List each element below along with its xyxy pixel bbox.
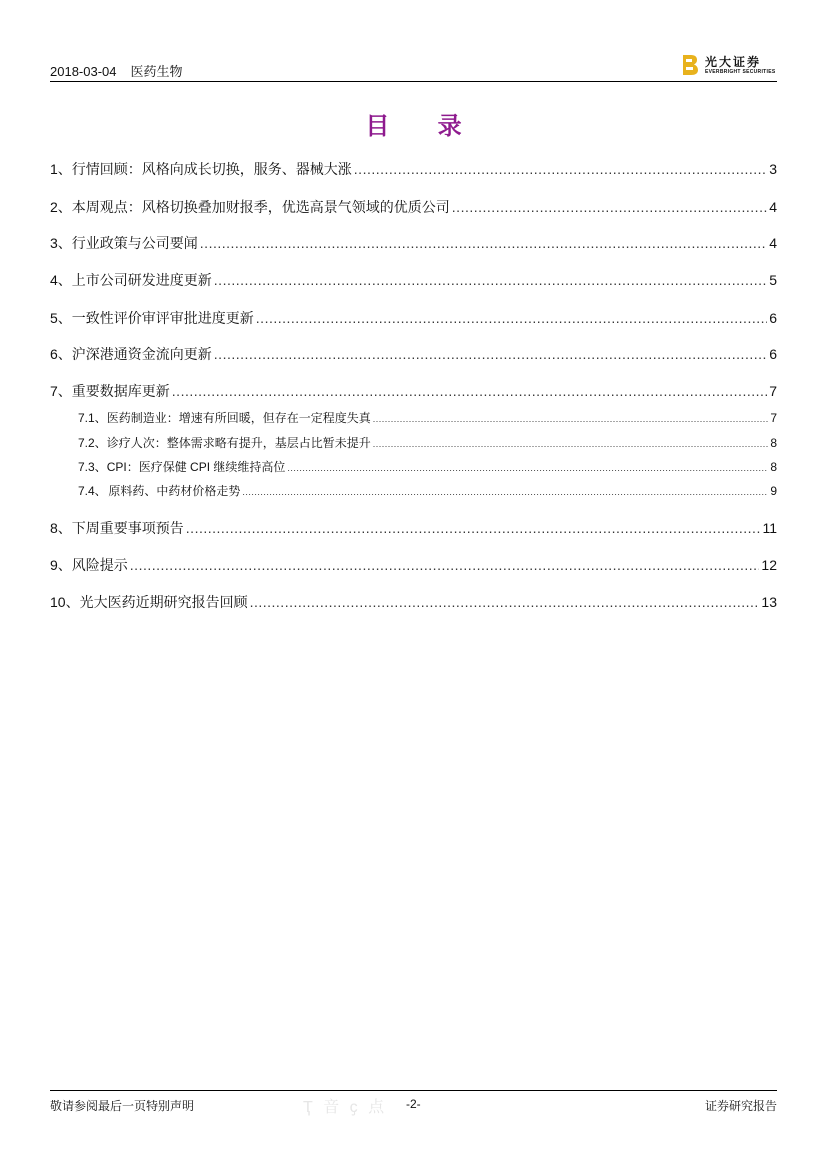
toc-subentry-page: 9 [770,484,777,498]
toc-entry[interactable] [50,197,777,217]
toc-entry-title: 行业政策与公司要闻 [71,235,198,251]
toc-subentry[interactable] [50,482,777,499]
report-date: 2018-03-04 [50,64,117,79]
footer-rule [50,1090,777,1091]
toc-dot-leader [452,199,767,215]
toc-entry-number: 1、 [50,161,72,177]
toc-entry[interactable] [50,381,777,401]
toc-entry[interactable] [50,308,777,328]
toc-entry-page: 11 [762,520,777,536]
toc-entry-page: 4 [769,235,777,251]
toc-entry-title: 本周观点：风格切换叠加财报季，优选高景气领域的优质公司 [71,199,450,215]
toc-entry-number: 10、 [50,594,80,610]
page-footer [50,1090,777,1114]
report-type: 证券研究报告 [704,1099,777,1113]
toc-entry[interactable] [50,592,777,612]
toc-dot-leader [373,414,769,424]
toc-entry-title: 重要数据库更新 [71,383,170,399]
toc-entry[interactable] [50,555,777,575]
toc-subentry-page: 8 [770,436,777,450]
toc-entry-page: 6 [769,310,777,326]
toc-dot-leader [242,487,768,497]
toc-subentry[interactable] [50,409,777,426]
toc-entry[interactable] [50,518,777,538]
logo-chinese-name: 光大证券 [705,55,762,69]
toc-subentry-number: 7.1、 [78,411,107,425]
toc-subentry-title: 医药制造业：增速有所回暖，但存在一定程度失真 [106,411,371,425]
toc-dot-leader [214,346,767,362]
header-info [50,61,183,80]
toc-entry-title: 沪深港通资金流向更新 [71,346,212,362]
toc-entry-page: 12 [761,557,777,573]
toc-entry-number: 2、 [50,199,72,215]
toc-dot-leader [287,463,768,473]
toc-entry-title: 下周重要事项预告 [71,520,184,536]
toc-subentry[interactable] [50,434,777,451]
toc-entry-title: 上市公司研发进度更新 [71,272,212,288]
toc-entry[interactable] [50,270,777,290]
toc-title: 目 录 [365,111,482,140]
watermark: Ҭ 音 ҫ 点 [303,1099,388,1116]
toc-entry[interactable] [50,344,777,364]
everbright-logo-icon [681,54,699,76]
toc-subentry-number: 7.4、 [78,484,107,498]
toc-entry-page: 5 [769,272,777,288]
report-category: 医药生物 [130,64,183,79]
footer-disclaimer: 敬请参阅最后一页特别声明 [50,1099,195,1113]
toc-entry-page: 4 [769,199,777,215]
toc-subentry-title: 原料药、中药材价格走势 [108,484,241,498]
toc-subentry-number: 7.3、 [78,460,107,474]
toc-subentry-title: CPI：医疗保健 CPI 继续维持高位 [106,460,286,474]
page-number: -2- [406,1097,421,1111]
toc-subentry-number: 7.2、 [78,436,107,450]
toc-dot-leader [250,594,760,610]
page-header [50,52,777,82]
toc-entry-number: 9、 [50,557,72,573]
toc-subentry-page: 7 [770,411,777,425]
toc-entry-title: 行情回顾：风格向成长切换，服务、器械大涨 [71,161,352,177]
toc-dot-leader [256,310,767,326]
toc-entry-number: 6、 [50,346,72,362]
toc-entry-title: 一致性评价审评审批进度更新 [71,310,254,326]
toc-entry-number: 4、 [50,272,72,288]
toc-entry[interactable] [50,233,777,253]
toc-dot-leader [373,439,769,449]
toc-dot-leader [200,235,767,251]
toc-entry-number: 5、 [50,310,72,326]
toc-dot-leader [354,161,767,177]
toc-dot-leader [130,557,760,573]
toc-entry-number: 3、 [50,235,72,251]
toc-entry-title: 光大医药近期研究报告回顾 [79,594,248,610]
toc-subentry-title: 诊疗人次：整体需求略有提升，基层占比暂未提升 [106,436,371,450]
toc-entry-number: 8、 [50,520,72,536]
toc-dot-leader [172,383,767,399]
toc-entry-title: 风险提示 [71,557,128,573]
toc-entry-page: 6 [769,346,777,362]
toc-subentry[interactable] [50,458,777,475]
logo-english-name: EVERBRIGHT SECURITIES [705,69,776,75]
toc-subentry-page: 8 [770,460,777,474]
toc-entry-page: 13 [761,594,777,610]
toc-entry-number: 7、 [50,383,72,399]
toc-dot-leader [186,520,761,536]
everbright-logo [681,52,777,78]
toc-entry-page: 7 [769,383,777,399]
toc-dot-leader [214,272,767,288]
header-rule [50,81,777,82]
toc-entry[interactable] [50,159,777,179]
toc-entry-page: 3 [769,161,777,177]
